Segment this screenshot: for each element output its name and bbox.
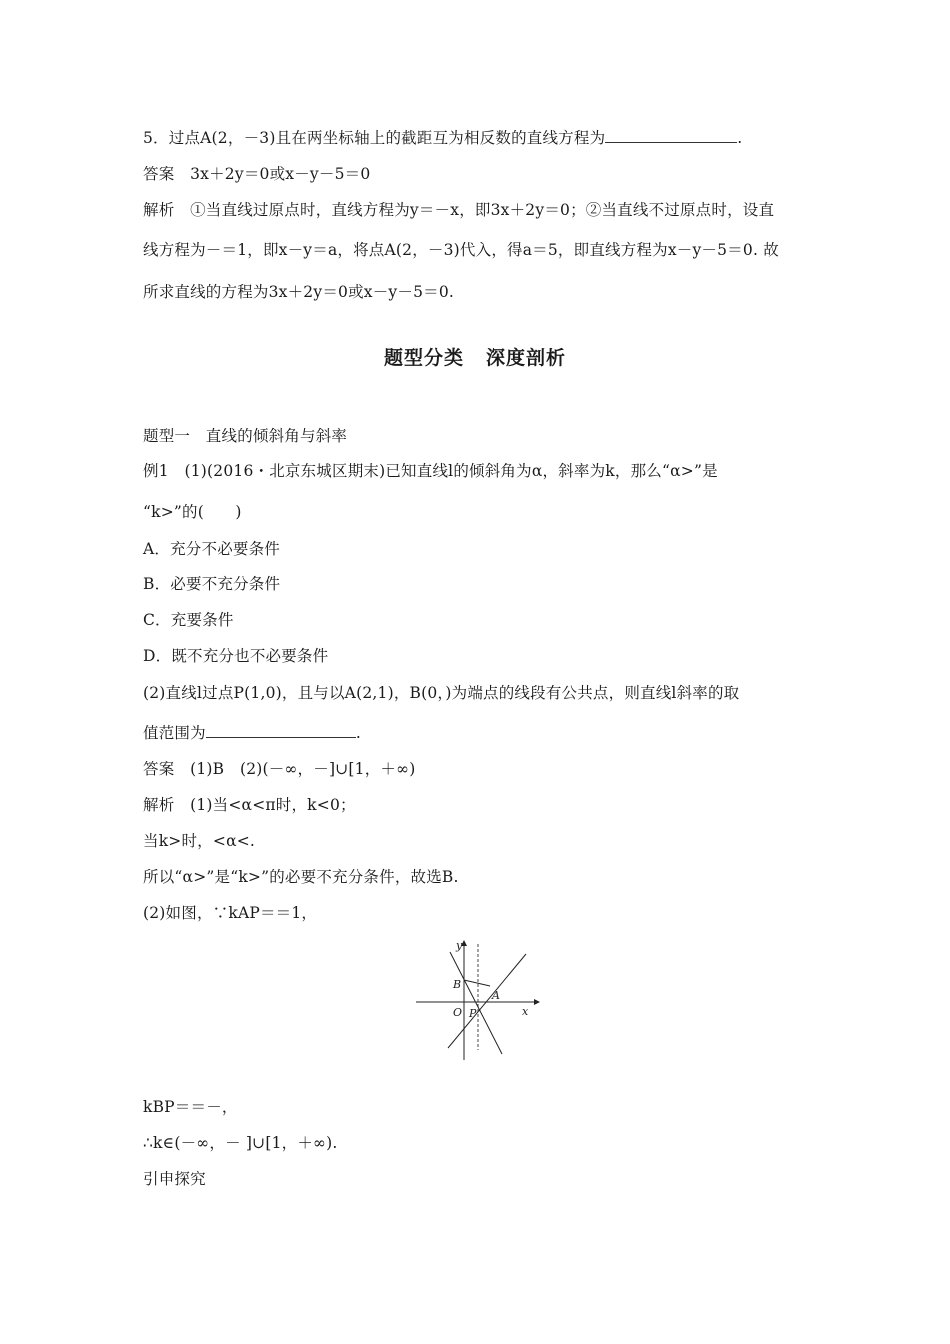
problem5-analysis-line-3: 所求直线的方程为3x＋2y＝0或x－y－5＝0. xyxy=(143,283,455,301)
topic-title: 题型一 直线的倾斜角与斜率 xyxy=(143,427,348,445)
line-bp xyxy=(450,952,502,1054)
x-axis-label: x xyxy=(522,1005,529,1018)
example1-part2-line-1: (2)直线l过点P(1,0)，且与以A(2,1)，B(0，)为端点的线段有公共点，则直线l斜率的取 xyxy=(143,684,740,702)
problem5-analysis-line-2: 线方程为－＝1，即x－y＝a，将点A(2，－3)代入，得a＝5，即直线方程为x－y－5＝0. 故 xyxy=(143,241,779,259)
example1-analysis-line-3: 所以“α>”是“k>”的必要不充分条件，故选B. xyxy=(143,868,459,886)
example1-analysis-line-2: 当k>时，<α<. xyxy=(143,832,256,850)
extension-title: 引申探究 xyxy=(143,1170,206,1188)
point-b-label: B xyxy=(453,978,462,991)
option-c: C．充要条件 xyxy=(143,611,234,629)
example1-line-1: 例1 (1)(2016・北京东城区期末)已知直线l的倾斜角为α，斜率为k，那么“α>”是 xyxy=(143,462,718,480)
problem5-analysis-line-1: 解析 ①当直线过原点时，直线方程为y＝－x，即3x＋2y＝0；②当直线不过原点时，设直 xyxy=(143,201,775,219)
example1-answer: 答案 (1)B (2)(－∞，－]∪[1，＋∞) xyxy=(143,760,416,778)
section-heading-left: 题型分类 xyxy=(383,347,464,369)
answer-blank xyxy=(206,723,356,738)
option-a: A．充分不必要条件 xyxy=(143,540,280,558)
point-a-label: A xyxy=(492,989,500,1002)
slope-range-figure xyxy=(414,938,540,1062)
line-ap xyxy=(448,954,526,1048)
answer-blank xyxy=(605,128,737,143)
problem5-question xyxy=(143,128,742,148)
problem5-question-end: . xyxy=(737,129,743,147)
segment-ab xyxy=(464,980,490,986)
example1-part2-text: 值范围为 xyxy=(143,724,206,742)
example1-part2-end: . xyxy=(355,724,361,742)
option-b: B．必要不充分条件 xyxy=(143,575,281,593)
example1-analysis-line-1: 解析 (1)当<α<π时，k<0； xyxy=(143,796,356,814)
section-heading xyxy=(0,343,950,370)
example1-part2-line-2 xyxy=(143,723,361,743)
problem5-answer: 答案 3x＋2y＝0或x－y－5＝0 xyxy=(143,165,371,183)
example1-line-2: “k>”的( ) xyxy=(143,503,242,521)
problem5-question-text: 5．过点A(2，－3)且在两坐标轴上的截距互为相反数的直线方程为 xyxy=(143,129,606,147)
y-axis-label: y xyxy=(456,939,463,952)
option-d: D．既不充分也不必要条件 xyxy=(143,647,329,665)
point-p-label: P xyxy=(469,1007,477,1020)
example1-analysis-line-6: ∴k∈(－∞，－ ]∪[1，＋∞). xyxy=(143,1134,338,1152)
origin-label: O xyxy=(453,1006,463,1019)
example1-analysis-line-4: (2)如图，∵kAP＝＝1， xyxy=(143,904,318,922)
example1-analysis-line-5: kBP＝＝－， xyxy=(143,1098,238,1116)
x-axis-arrow xyxy=(534,999,540,1005)
section-heading-right: 深度剖析 xyxy=(486,347,567,369)
